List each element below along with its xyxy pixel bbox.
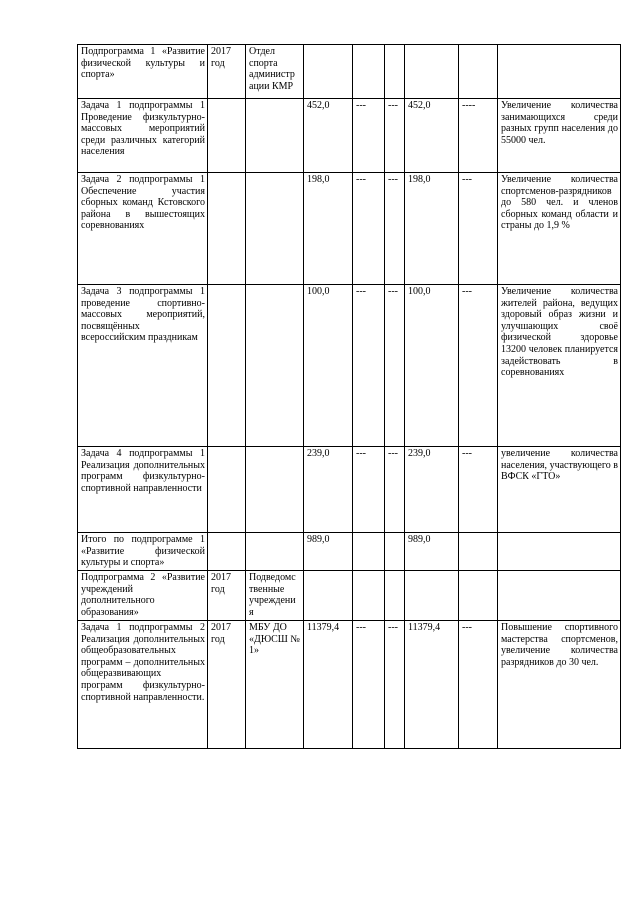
cell-executor (246, 447, 304, 533)
cell-regional (385, 571, 405, 621)
cell-local: 239,0 (405, 447, 459, 533)
cell-executor (246, 533, 304, 571)
cell-regional: --- (385, 285, 405, 447)
cell-local: 11379,4 (405, 621, 459, 749)
cell-year (208, 99, 246, 173)
cell-name: Задача 2 подпрограммы 1 Обеспечение участия сборных команд Кстовского района в вышестоящих соревнованиях (78, 173, 208, 285)
cell-year (208, 285, 246, 447)
cell-result (498, 45, 621, 99)
cell-regional: --- (385, 99, 405, 173)
cell-local: 100,0 (405, 285, 459, 447)
cell-local: 989,0 (405, 533, 459, 571)
table-row (78, 99, 621, 173)
cell-federal: --- (353, 621, 385, 749)
table-row (78, 533, 621, 571)
table-row (78, 571, 621, 621)
cell-federal: --- (353, 99, 385, 173)
cell-name: Подпрограмма 1 «Развитие физической культуры и спорта» (78, 45, 208, 99)
cell-total (304, 571, 353, 621)
cell-name: Задача 1 подпрограммы 2 Реализация дополнительных общеобразовательных программ – дополнительных общеразвивающих программ физкультурно-спортивной направленности. (78, 621, 208, 749)
cell-result: Увеличение количества занимающихся среди разных групп населения до 55000 чел. (498, 99, 621, 173)
cell-year: 2017 год (208, 621, 246, 749)
cell-executor (246, 285, 304, 447)
cell-year: 2017 год (208, 571, 246, 621)
cell-regional (385, 45, 405, 99)
cell-total: 239,0 (304, 447, 353, 533)
cell-result (498, 533, 621, 571)
cell-name: Задача 1 подпрограммы 1 Проведение физкультурно-массовых мероприятий среди различных категорий населения (78, 99, 208, 173)
cell-total (304, 45, 353, 99)
cell-total: 198,0 (304, 173, 353, 285)
cell-federal: --- (353, 447, 385, 533)
cell-other: --- (459, 173, 498, 285)
cell-federal: --- (353, 285, 385, 447)
cell-total: 452,0 (304, 99, 353, 173)
cell-other (459, 45, 498, 99)
cell-federal (353, 45, 385, 99)
cell-other: ---- (459, 99, 498, 173)
cell-executor: Подведомс твенные учреждени я (246, 571, 304, 621)
cell-local (405, 45, 459, 99)
cell-name: Задача 4 подпрограммы 1 Реализация дополнительных программ физкультурно-спортивной направленности (78, 447, 208, 533)
cell-executor: МБУ ДО «ДЮСШ № 1» (246, 621, 304, 749)
cell-other: --- (459, 621, 498, 749)
cell-year: 2017 год (208, 45, 246, 99)
cell-year (208, 533, 246, 571)
cell-result: Повышение спортивного мастерства спортсменов, увеличение количества разрядников до 30 чел. (498, 621, 621, 749)
cell-total: 100,0 (304, 285, 353, 447)
table-row (78, 45, 621, 99)
cell-result: увеличение количества населения, участвующего в ВФСК «ГТО» (498, 447, 621, 533)
cell-other (459, 533, 498, 571)
cell-total: 989,0 (304, 533, 353, 571)
cell-regional: --- (385, 447, 405, 533)
program-table (77, 44, 621, 749)
table-row (78, 173, 621, 285)
cell-regional: --- (385, 173, 405, 285)
cell-federal (353, 571, 385, 621)
cell-other: --- (459, 447, 498, 533)
cell-federal: --- (353, 173, 385, 285)
cell-local: 198,0 (405, 173, 459, 285)
cell-regional: --- (385, 621, 405, 749)
cell-year (208, 447, 246, 533)
table-row (78, 621, 621, 749)
cell-federal (353, 533, 385, 571)
cell-result (498, 571, 621, 621)
cell-result: Увеличение количества спортсменов-разрядников до 580 чел. и членов сборных команд области и страны до 1,9 % (498, 173, 621, 285)
cell-executor (246, 173, 304, 285)
cell-executor: Отдел спорта администр ации КМР (246, 45, 304, 99)
cell-result: Увеличение количества жителей района, ведущих здоровый образ жизни и улучшающих своё физической здоровье 13200 человек планируется задействовать в соревнованиях (498, 285, 621, 447)
cell-local: 452,0 (405, 99, 459, 173)
cell-executor (246, 99, 304, 173)
cell-name: Итого по подпрограмме 1 «Развитие физической культуры и спорта» (78, 533, 208, 571)
cell-year (208, 173, 246, 285)
cell-total: 11379,4 (304, 621, 353, 749)
cell-name: Задача 3 подпрограммы 1 проведение спортивно-массовых мероприятий, посвящённых всероссийским праздникам (78, 285, 208, 447)
cell-regional (385, 533, 405, 571)
cell-local (405, 571, 459, 621)
cell-other (459, 571, 498, 621)
cell-name: Подпрограмма 2 «Развитие учреждений дополнительного образования» (78, 571, 208, 621)
table-row (78, 447, 621, 533)
cell-other: --- (459, 285, 498, 447)
table-row (78, 285, 621, 447)
